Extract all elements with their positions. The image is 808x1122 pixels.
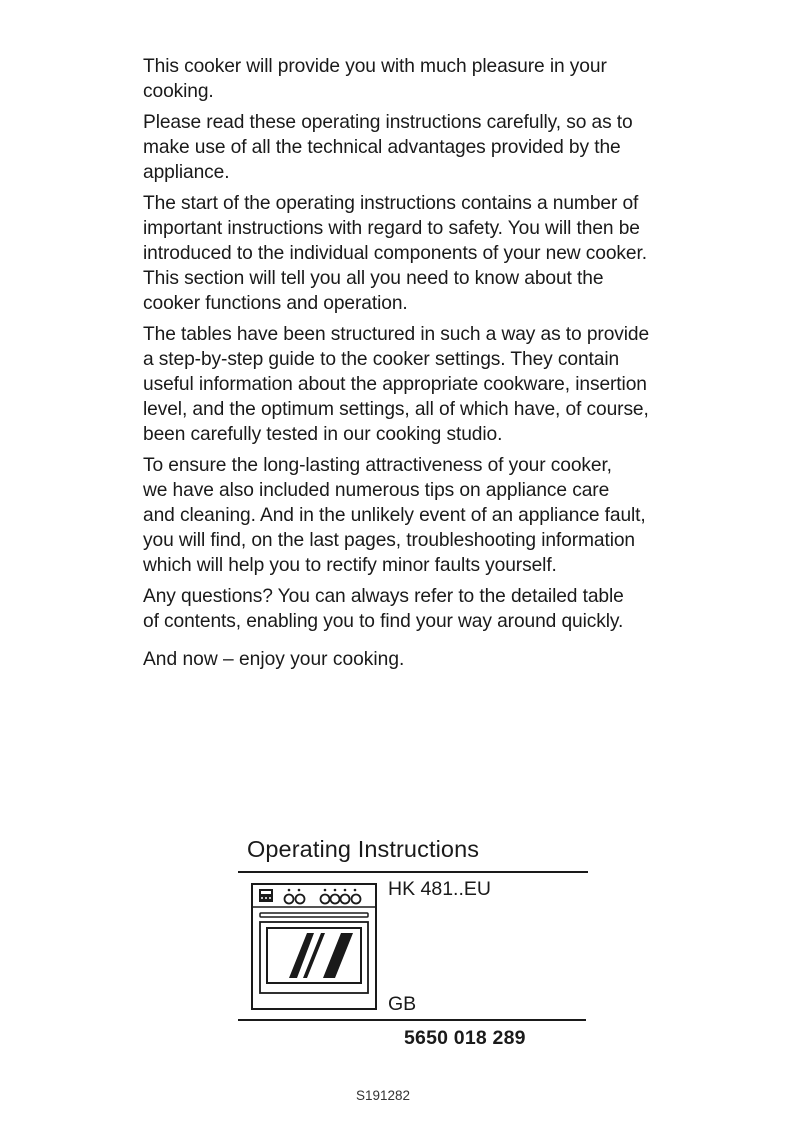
intro-paragraph-2: Please read these operating instructions carefully, so as to make use of all the technical advantages provided by the appliance. [143, 112, 633, 183]
model-number: HK 481..EU [388, 878, 491, 900]
part-number: 5650 018 289 [404, 1027, 526, 1049]
cooker-illustration-icon [251, 883, 377, 1010]
intro-paragraph-4: The tables have been structured in such a way as to provide a step-by-step guide to the cooker settings. They contain useful information about the appropriate cookware, insertion level, and the optimum settings, all of which have, of course, been carefully tested in our cooking studio. [143, 324, 650, 445]
intro-paragraph-6: Any questions? You can always refer to the detailed table of contents, enabling you to find your way around quickly. [143, 586, 624, 632]
closing-line: And now – enjoy your cooking. [143, 649, 405, 670]
intro-paragraph-5: To ensure the long-lasting attractiveness of your cooker, we have also included numerous tips on appliance care and cleaning. And in the unlikely event of an appliance fault, you will find, on the last pages, troubleshooting information which will help you to rectify minor faults yourself. [143, 455, 646, 576]
country-code: GB [388, 993, 417, 1015]
title-divider [238, 871, 588, 873]
intro-paragraph-1: This cooker will provide you with much pleasure in your cooking. [143, 56, 607, 102]
document-title: Operating Instructions [247, 836, 480, 862]
intro-paragraph-3: The start of the operating instructions contains a number of important instructions with regard to safety. You will then be introduced to the individual components of your new cooker. This section will tell you all you need to know about the cooker functions and operation. [143, 193, 647, 314]
intro-text [143, 54, 683, 640]
document-reference: S191282 [356, 1088, 411, 1103]
bottom-divider [238, 1019, 586, 1021]
